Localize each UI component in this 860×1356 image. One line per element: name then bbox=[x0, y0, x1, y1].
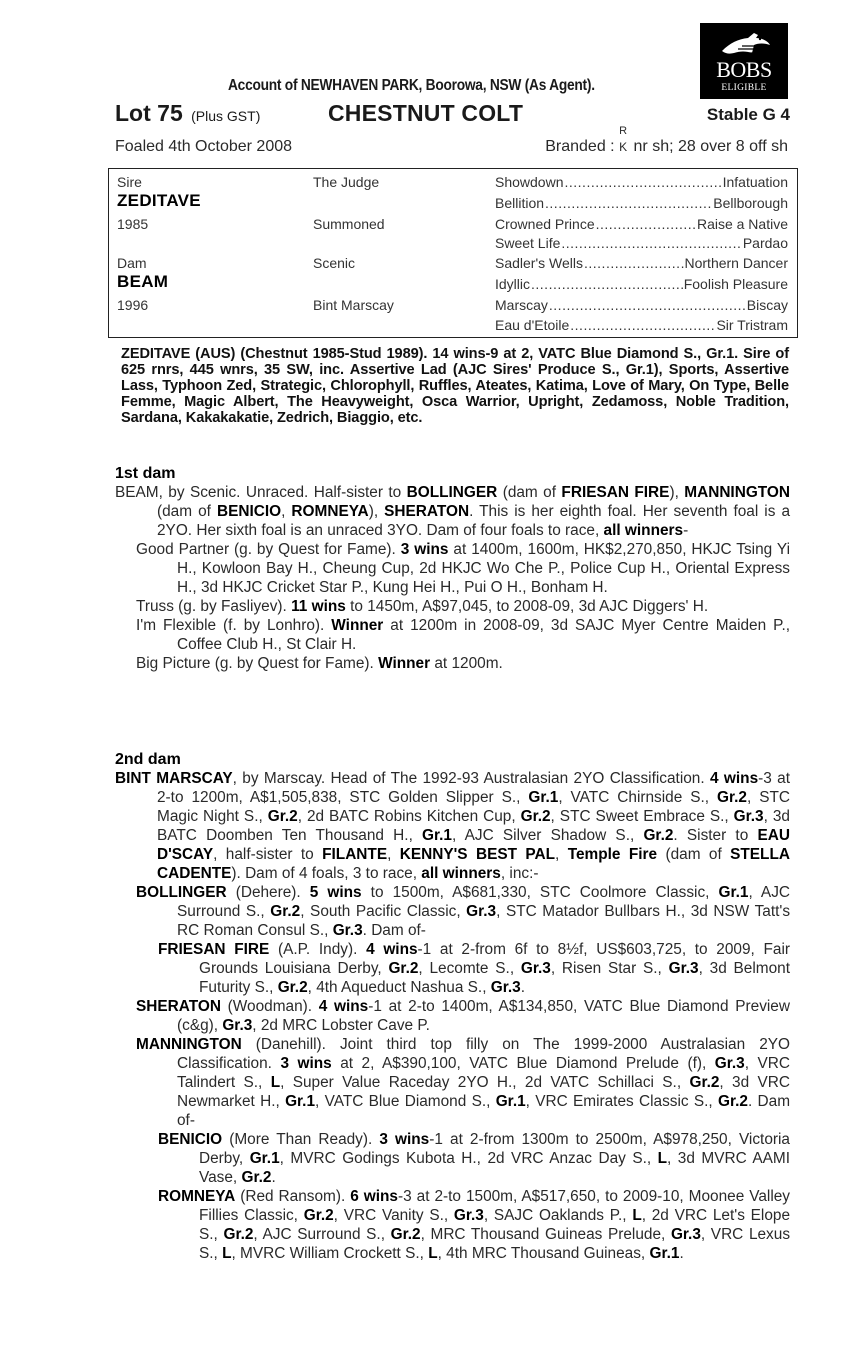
gen3-left: Idyllic bbox=[495, 276, 531, 292]
gen3-row bbox=[495, 296, 788, 314]
bold-text: MANNINGTON bbox=[684, 484, 791, 501]
bold-text: Gr.1 bbox=[285, 1093, 316, 1110]
bold-text: Gr.2 bbox=[388, 960, 419, 977]
gen3-left: Sadler's Wells bbox=[495, 255, 583, 271]
sire-label: Sire bbox=[117, 174, 142, 190]
bold-text: Gr.1 bbox=[422, 827, 452, 844]
bold-text: ROMNEYA bbox=[291, 503, 369, 520]
bold-text: 6 wins bbox=[350, 1188, 398, 1205]
leader-dots bbox=[596, 215, 696, 233]
entry-text: . This is her eighth foal. Her seventh foal is a 2YO. Her sixth foal is an unraced 3YO. Dam of four foals to race, bbox=[157, 503, 790, 539]
brand-mark bbox=[619, 125, 629, 156]
branded-label: Branded : bbox=[545, 138, 615, 155]
entry-text: -3 at 2-to 1200m, A$1,505,838, STC Golden Slipper S., bbox=[157, 770, 791, 806]
leader-dots bbox=[549, 296, 746, 314]
entry-text: (dam of bbox=[497, 484, 562, 501]
pedigree-entry bbox=[115, 1130, 790, 1187]
bold-text: BOLLINGER bbox=[406, 484, 498, 501]
entry-text: to 1450m, A$97,045, to 2008-09, 3d AJC Diggers' H. bbox=[345, 598, 709, 615]
bold-text: Gr.2 bbox=[277, 979, 308, 996]
bold-text: L bbox=[270, 1074, 281, 1091]
entry-text: (dam of bbox=[157, 503, 217, 520]
leader-dots bbox=[584, 254, 684, 272]
bold-text: L bbox=[632, 1207, 642, 1224]
lot-number bbox=[115, 100, 260, 127]
first-dam-section bbox=[115, 464, 790, 673]
entry-text: , South Pacific Classic, bbox=[300, 903, 467, 920]
bold-text: MANNINGTON bbox=[136, 1036, 242, 1053]
entry-text: . Dam of- bbox=[362, 922, 426, 939]
entries-container bbox=[115, 769, 790, 1263]
bold-text: Gr.1 bbox=[718, 884, 749, 901]
pedigree-table bbox=[108, 168, 798, 338]
entry-text: , 2d BATC Robins Kitchen Cup, bbox=[297, 808, 521, 825]
entry-text: , MVRC William Crockett S., bbox=[231, 1245, 429, 1262]
entry-text: . bbox=[679, 1245, 684, 1262]
bobs-eligible-logo bbox=[700, 23, 788, 99]
pedigree-entry bbox=[115, 654, 790, 673]
bold-text: Winner bbox=[378, 655, 431, 672]
bold-text: FRIESAN FIRE bbox=[158, 941, 270, 958]
bold-text: BOLLINGER bbox=[136, 884, 227, 901]
gen3-row bbox=[495, 234, 788, 252]
horse-head-icon bbox=[718, 29, 772, 59]
bold-text: 3 wins bbox=[400, 541, 449, 558]
pedigree-entry bbox=[115, 883, 790, 940]
section-title: 1st dam bbox=[115, 465, 176, 482]
bold-text: BINT MARSCAY bbox=[115, 770, 233, 787]
bold-text: Gr.3 bbox=[520, 960, 551, 977]
bold-text: Temple Fire bbox=[567, 846, 658, 863]
pedigree-entry bbox=[115, 1187, 790, 1263]
bold-text: Gr.2 bbox=[390, 1226, 421, 1243]
foaling-date: Foaled 4th October 2008 bbox=[115, 138, 293, 155]
gen3-row bbox=[495, 173, 788, 191]
pedigree-entry bbox=[115, 769, 790, 883]
gen3-left: Showdown bbox=[495, 174, 564, 190]
gen3-right: Pardao bbox=[742, 235, 788, 251]
entry-text: , AJC Silver Shadow S., bbox=[452, 827, 644, 844]
gen3-right: Sir Tristram bbox=[716, 317, 788, 333]
bold-text: Gr.2 bbox=[223, 1226, 254, 1243]
dam-dam: Bint Marscay bbox=[313, 297, 394, 313]
bold-text: Gr.3 bbox=[714, 1055, 745, 1072]
gen3-row bbox=[495, 275, 788, 293]
entry-text: Good Partner (g. by Quest for Fame). bbox=[136, 541, 401, 558]
entry-text: ), bbox=[368, 503, 385, 520]
pedigree-entry bbox=[115, 483, 790, 540]
entry-text: at 1200m in 2008-09, 3d SAJC Myer Centre Maiden P., Coffee Club H., St Clair H. bbox=[177, 617, 790, 653]
entry-text: -1 at 2-from 1300m to 2500m, A$978,250, Victoria Derby, bbox=[199, 1131, 790, 1167]
second-dam-section bbox=[115, 750, 790, 1263]
bold-text: Gr.2 bbox=[241, 1169, 272, 1186]
pedigree-entry bbox=[115, 1035, 790, 1130]
entry-text: Big Picture (g. by Quest for Fame). bbox=[136, 655, 379, 672]
entry-text: , VRC Emirates Classic S., bbox=[525, 1093, 718, 1110]
gen3-right: Biscay bbox=[746, 297, 788, 313]
lot-label: Lot 75 bbox=[115, 100, 183, 126]
bold-text: L bbox=[222, 1245, 232, 1262]
bold-text: FILANTE bbox=[322, 846, 388, 863]
bold-text: 11 wins bbox=[291, 598, 346, 615]
entry-text: , AJC Surround S., bbox=[177, 884, 791, 920]
sire-summary: ZEDITAVE (AUS) (Chestnut 1985-Stud 1989). 14 wins-9 at 2, VATC Blue Diamond S., Gr.1. Sire of 625 rnrs, 445 wnrs, 35 SW, inc. Assertive Lad (AJC Sires' Produce S., Gr.1), Sports, Assertive Lass, Typhoon Zed, Strategic, Chlorophyll, Ruffles, Ateates, Katima, Love of Mary, On Type, Belle Femme, Magic Albert, The Heavyweight, Osca Warrior, Upright, Zedamoss, Noble Tradition, Sardana, Kakakakatie, Zedrich, Biaggio, etc. bbox=[121, 346, 789, 426]
bold-text: Winner bbox=[331, 617, 384, 634]
dam-year: 1996 bbox=[117, 297, 149, 313]
bold-text: Gr.1 bbox=[528, 789, 559, 806]
bold-text: Gr.2 bbox=[717, 789, 747, 806]
entry-text: I'm Flexible (f. by Lonhro). bbox=[136, 617, 332, 634]
entry-text: , 3d Belmont Futurity S., bbox=[199, 960, 790, 996]
gen3-left: Crowned Prince bbox=[495, 216, 595, 232]
logo-text-bobs: BOBS bbox=[716, 57, 772, 82]
entry-text: (dam of bbox=[657, 846, 731, 863]
bold-text: Gr.1 bbox=[249, 1150, 280, 1167]
entry-text: ), bbox=[669, 484, 685, 501]
leader-dots bbox=[565, 173, 722, 191]
entry-text: (More Than Ready). bbox=[222, 1131, 380, 1148]
entry-text: -1 at 2-from 6f to 8½f, US$603,725, to 2009, Fair Grounds Louisiana Derby, bbox=[199, 941, 791, 977]
entry-text: , STC Magic Night S., bbox=[157, 789, 790, 825]
pedigree-entry bbox=[115, 940, 790, 997]
entry-text: . Sister to bbox=[673, 827, 758, 844]
entry-text: (Red Ransom). bbox=[235, 1188, 351, 1205]
entry-text: (A.P. Indy). bbox=[269, 941, 367, 958]
entry-text: (Dehere). bbox=[226, 884, 310, 901]
sire-name: ZEDITAVE bbox=[117, 191, 201, 210]
gen3-right: Foolish Pleasure bbox=[683, 276, 788, 292]
leader-dots bbox=[531, 275, 683, 293]
entry-text: , 3d BATC Doomben Ten Thousand H., bbox=[157, 808, 790, 844]
entry-text: (Woodman). bbox=[220, 998, 319, 1015]
bold-text: SHERATON bbox=[136, 998, 221, 1015]
bold-text: Gr.2 bbox=[267, 808, 298, 825]
entry-text: , AJC Surround S., bbox=[253, 1226, 391, 1243]
branded-details: nr sh; 28 over 8 off sh bbox=[633, 138, 788, 155]
gen3-left: Eau d'Etoile bbox=[495, 317, 570, 333]
entry-text: , STC Sweet Embrace S., bbox=[550, 808, 734, 825]
bold-text: Gr.2 bbox=[520, 808, 551, 825]
entry-text: , bbox=[281, 503, 292, 520]
gen3-row bbox=[495, 254, 788, 272]
entry-text: . bbox=[520, 979, 525, 996]
entry-text: , 3d VRC Newmarket H., bbox=[177, 1074, 790, 1110]
entry-text: , VATC Blue Diamond S., bbox=[315, 1093, 496, 1110]
entry-text: , 3d MVRC AAMI Vase, bbox=[199, 1150, 790, 1186]
entry-text: , MRC Thousand Guineas Prelude, bbox=[420, 1226, 671, 1243]
entries-container bbox=[115, 483, 790, 673]
stable-location: Stable G 4 bbox=[706, 105, 790, 124]
logo-text-eligible: ELIGIBLE bbox=[721, 83, 767, 93]
entry-text: , STC Matador Bullbars H., 3d NSW Tatt's RC Roman Consul S., bbox=[177, 903, 791, 939]
bold-text: Gr.2 bbox=[270, 903, 301, 920]
sire-sire: The Judge bbox=[313, 174, 380, 190]
dam-name: BEAM bbox=[117, 272, 169, 291]
pedigree-entry bbox=[115, 997, 790, 1035]
bold-text: L bbox=[428, 1245, 438, 1262]
bold-text: 3 wins bbox=[280, 1055, 332, 1072]
entry-text: at 2, A$390,100, VATC Blue Diamond Prelude (f), bbox=[331, 1055, 715, 1072]
gen3-right: Infatuation bbox=[722, 174, 788, 190]
bold-text: Gr.2 bbox=[643, 827, 674, 844]
entry-text: (Danehill). Joint third top filly on The 1999-2000 Australasian 2YO Classification. bbox=[177, 1036, 790, 1072]
bold-text: Gr.2 bbox=[718, 1093, 748, 1110]
gst-note: (Plus GST) bbox=[191, 108, 261, 124]
bold-text: STELLA CADENTE bbox=[157, 846, 790, 882]
entry-text: , SAJC Oaklands P., bbox=[483, 1207, 633, 1224]
entry-text: , inc:- bbox=[500, 865, 539, 882]
entry-text: , 4th Aqueduct Nashua S., bbox=[307, 979, 491, 996]
entry-text: , 4th MRC Thousand Guineas, bbox=[437, 1245, 650, 1262]
entry-text: , Super Value Raceday 2YO H., 2d VATC Schillaci S., bbox=[280, 1074, 690, 1091]
leader-dots bbox=[570, 316, 715, 334]
entry-text: . Dam of- bbox=[177, 1093, 791, 1129]
bold-text: ROMNEYA bbox=[158, 1188, 236, 1205]
leader-dots bbox=[545, 194, 712, 212]
pedigree-entry bbox=[115, 597, 790, 616]
entry-text: , half-sister to bbox=[213, 846, 323, 863]
entry-text: , VRC Talindert S., bbox=[177, 1055, 790, 1091]
bold-text: Gr.3 bbox=[332, 922, 363, 939]
entry-text: , VRC Vanity S., bbox=[333, 1207, 454, 1224]
entry-text: to 1500m, A$681,330, STC Coolmore Classic, bbox=[361, 884, 719, 901]
gen3-left: Marscay bbox=[495, 297, 548, 313]
bold-text: Gr.3 bbox=[222, 1017, 253, 1034]
entry-text: , Lecomte S., bbox=[418, 960, 521, 977]
entry-text: , VATC Chirnside S., bbox=[558, 789, 718, 806]
entry-text: , bbox=[555, 846, 568, 863]
dam-sire: Scenic bbox=[313, 255, 356, 271]
entry-text: , 2d MRC Lobster Cave P. bbox=[252, 1017, 430, 1034]
brand-mark-bottom: K bbox=[619, 140, 628, 154]
bold-text: BENICIO bbox=[158, 1131, 223, 1148]
bold-text: all winners bbox=[421, 865, 501, 882]
lot-header bbox=[115, 100, 790, 130]
gen3-left: Sweet Life bbox=[495, 235, 561, 251]
brand-description bbox=[545, 125, 788, 156]
gen3-right: Northern Dancer bbox=[684, 255, 788, 271]
gen3-left: Bellition bbox=[495, 195, 545, 211]
gen3-row bbox=[495, 194, 788, 212]
section-title: 2nd dam bbox=[115, 751, 181, 768]
bold-text: Gr.2 bbox=[303, 1207, 334, 1224]
brand-mark-top: R bbox=[619, 125, 628, 137]
entry-text: -1 at 2-to 1400m, A$134,850, VATC Blue Diamond Preview (c&g), bbox=[177, 998, 790, 1034]
entry-text: BEAM, by Scenic. Unraced. Half-sister to bbox=[115, 484, 407, 501]
entry-text: at 1200m. bbox=[430, 655, 503, 672]
entry-text: , MVRC Godings Kubota H., 2d VRC Anzac Day S., bbox=[279, 1150, 658, 1167]
bold-text: Gr.3 bbox=[490, 979, 521, 996]
dam-label: Dam bbox=[117, 255, 147, 271]
entry-text: ). Dam of 4 foals, 3 to race, bbox=[231, 865, 422, 882]
bold-text: Gr.1 bbox=[649, 1245, 680, 1262]
entry-text: at 1400m, 1600m, HK$2,270,850, HKJC Tsing Yi H., Kowloon Bay H., Cheung Cup, 2d HKJC Wo Che P., Police Cup H., Oriental Express H., 3d HKJC Cricket Star P., Kung Hei H., Pui O H., Bonham H. bbox=[177, 541, 790, 596]
entry-text: Truss (g. by Fasliyev). bbox=[136, 598, 292, 615]
leader-dots bbox=[561, 234, 741, 252]
bold-text: 4 wins bbox=[318, 998, 369, 1015]
bold-text: 5 wins bbox=[309, 884, 362, 901]
sire-dam: Summoned bbox=[313, 216, 385, 232]
bold-text: Gr.2 bbox=[689, 1074, 720, 1091]
sex-colour: CHESTNUT COLT bbox=[328, 100, 524, 126]
sire-year: 1985 bbox=[117, 216, 149, 232]
bold-text: BENICIO bbox=[216, 503, 282, 520]
entry-text: . bbox=[271, 1169, 276, 1186]
entry-text: , VRC Lexus S., bbox=[199, 1226, 791, 1262]
bold-text: Gr.3 bbox=[733, 808, 764, 825]
entry-text: , bbox=[387, 846, 400, 863]
pedigree-entry bbox=[115, 540, 790, 597]
bold-text: Gr.3 bbox=[668, 960, 699, 977]
bold-text: 4 wins bbox=[366, 941, 418, 958]
gen3-right: Bellborough bbox=[713, 195, 788, 211]
gen3-row bbox=[495, 316, 788, 334]
bold-text: FRIESAN FIRE bbox=[561, 484, 670, 501]
gen3-row bbox=[495, 215, 788, 233]
entry-text: , 2d VRC Let's Elope S., bbox=[199, 1207, 790, 1243]
bold-text: L bbox=[657, 1150, 668, 1167]
bold-text: all winners bbox=[603, 522, 684, 539]
bold-text: Gr.3 bbox=[453, 1207, 484, 1224]
entry-text: , by Marscay. Head of The 1992-93 Australasian 2YO Classification. bbox=[232, 770, 710, 787]
gen3-right: Raise a Native bbox=[696, 216, 788, 232]
bold-text: 3 wins bbox=[379, 1131, 430, 1148]
bold-text: SHERATON bbox=[384, 503, 470, 520]
entry-text: -3 at 2-to 1500m, A$517,650, to 2009-10, Moonee Valley Fillies Classic, bbox=[199, 1188, 790, 1224]
bold-text: Gr.3 bbox=[670, 1226, 701, 1243]
bold-text: EAU D'SCAY bbox=[157, 827, 790, 863]
pedigree-entry bbox=[115, 616, 790, 654]
bold-text: 4 wins bbox=[710, 770, 759, 787]
bold-text: Gr.1 bbox=[495, 1093, 526, 1110]
entry-text: - bbox=[683, 522, 689, 539]
bold-text: Gr.3 bbox=[466, 903, 497, 920]
vendor-account: Account of NEWHAVEN PARK, Boorowa, NSW (As Agent). bbox=[228, 77, 595, 94]
bold-text: KENNY'S BEST PAL bbox=[399, 846, 556, 863]
entry-text: , Risen Star S., bbox=[550, 960, 669, 977]
